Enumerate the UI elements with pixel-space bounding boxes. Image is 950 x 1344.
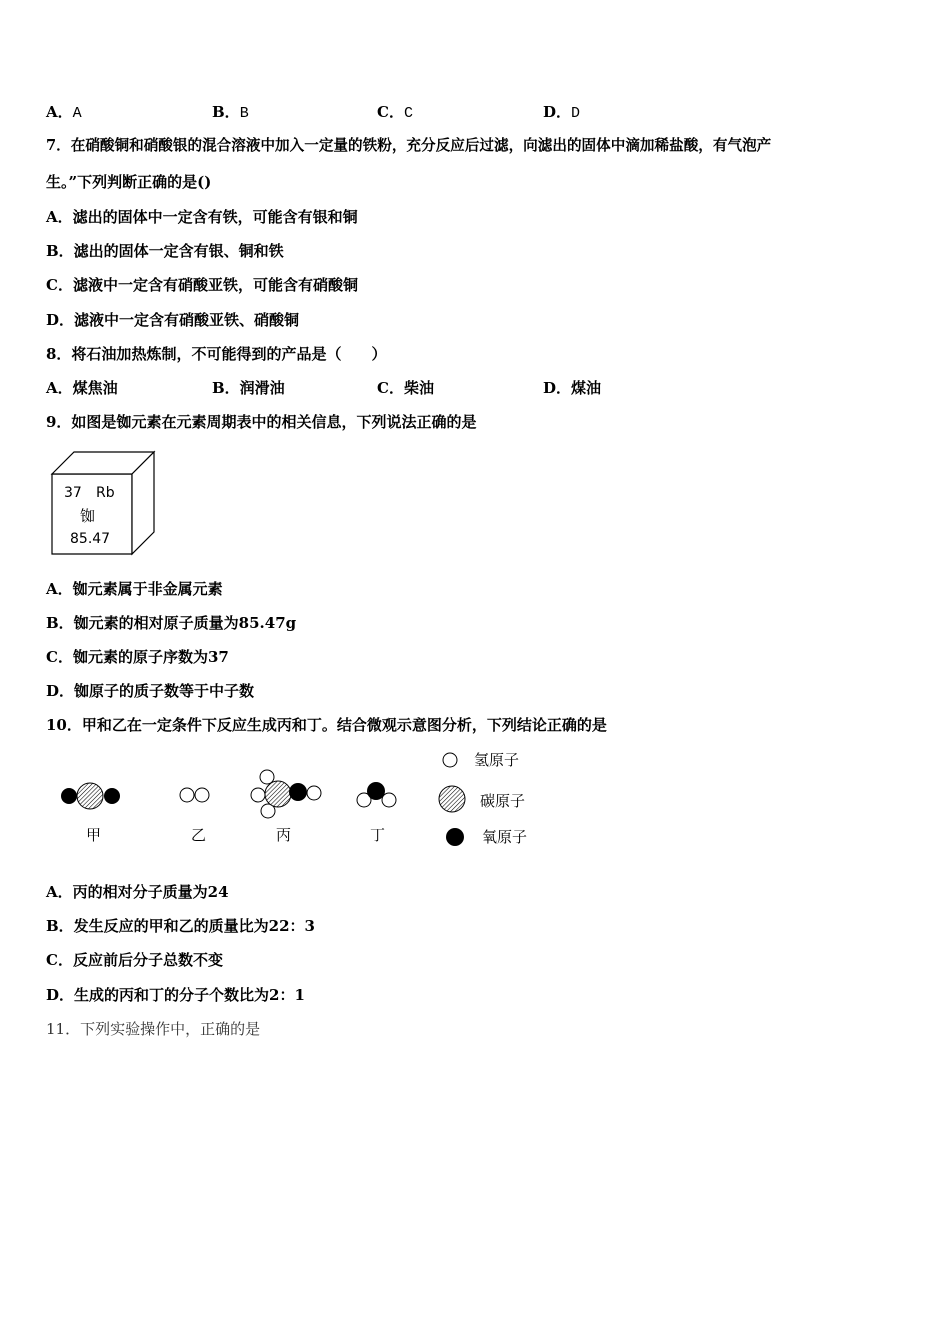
q7-option-a: A．滤出的固体中一定含有铁，可能含有银和铜 <box>46 208 358 226</box>
molecule-ding <box>357 782 396 807</box>
carbon-atom <box>265 781 291 807</box>
oxygen-atom <box>289 783 307 801</box>
hydrogen-atom <box>251 788 265 802</box>
q6-option-a: A．A <box>46 103 82 122</box>
q10-option-b: B．发生反应的甲和乙的质量比为22：3 <box>46 917 315 935</box>
q8-option-d: D．煤油 <box>543 379 602 397</box>
molecule-jia <box>61 783 120 809</box>
q9-option-d: D．铷原子的质子数等于中子数 <box>46 682 255 700</box>
element-number: 37 <box>64 485 82 501</box>
q6-option-d: D．D <box>543 103 581 122</box>
reaction-diagram <box>50 745 560 855</box>
q8-option-b: B．润滑油 <box>212 379 285 397</box>
q7-option-b: B．滤出的固体一定含有银、铜和铁 <box>46 242 284 260</box>
q11-stem: 11．下列实验操作中，正确的是 <box>46 1020 261 1038</box>
hydrogen-atom <box>260 770 274 784</box>
element-card-diagram <box>48 448 160 558</box>
molecule-bing <box>251 770 321 818</box>
q7-option-d: D．滤液中一定含有硝酸亚铁、硝酸铜 <box>46 311 300 329</box>
q10-stem: 10．甲和乙在一定条件下反应生成丙和丁。结合微观示意图分析，下列结论正确的是 <box>46 716 607 734</box>
hydrogen-atom <box>195 788 209 802</box>
carbon-atom <box>77 783 103 809</box>
q9-option-c: C．铷元素的原子序数为37 <box>46 648 229 666</box>
hydrogen-atom <box>180 788 194 802</box>
q9-option-b: B．铷元素的相对原子质量为85.47g <box>46 614 297 632</box>
hydrogen-atom <box>382 793 396 807</box>
oxygen-atom <box>104 788 120 804</box>
q8-option-c: C．柴油 <box>377 379 434 397</box>
element-name: 铷 <box>80 507 96 525</box>
q10-option-d: D．生成的丙和丁的分子个数比为2：1 <box>46 986 305 1004</box>
oxygen-atom <box>61 788 77 804</box>
legend-oxygen-label: 氧原子 <box>482 828 528 846</box>
hydrogen-atom <box>307 786 321 800</box>
q9-stem: 9．如图是铷元素在元素周期表中的相关信息，下列说法正确的是 <box>46 413 477 431</box>
q9-option-a: A．铷元素属于非金属元素 <box>46 580 223 598</box>
element-symbol: Rb <box>96 485 115 501</box>
q8-stem: 8．将石油加热炼制，不可能得到的产品是（ ） <box>46 345 387 363</box>
element-mass: 85.47 <box>70 531 111 547</box>
q10-option-a: A．丙的相对分子质量为24 <box>46 883 229 901</box>
oxygen-atom <box>367 782 385 800</box>
legend-oxygen-icon <box>446 828 464 846</box>
legend-carbon-icon <box>439 786 465 812</box>
molecule-yi <box>180 788 209 802</box>
q7-stem-line2: 生。”下列判断正确的是() <box>46 173 212 191</box>
q10-option-c: C．反应前后分子总数不变 <box>46 951 223 969</box>
q8-option-a: A．煤焦油 <box>46 379 118 397</box>
legend-carbon-label: 碳原子 <box>480 792 526 810</box>
q7-stem-line1: 7．在硝酸铜和硝酸银的混合溶液中加入一定量的铁粉，充分反应后过滤，向滤出的固体中滴加稀盐酸，有气泡产 <box>46 137 772 154</box>
legend-hydrogen-label: 氢原子 <box>474 751 520 769</box>
legend-hydrogen-icon <box>443 753 457 767</box>
q6-option-c: C．C <box>377 103 413 122</box>
q7-option-c: C．滤液中一定含有硝酸亚铁，可能含有硝酸铜 <box>46 276 358 294</box>
q6-option-b: B．B <box>212 103 249 122</box>
molecule-label-ding: 丁 <box>370 826 386 844</box>
molecule-label-jia: 甲 <box>86 826 102 844</box>
molecule-label-yi: 乙 <box>191 826 207 844</box>
molecule-label-bing: 丙 <box>276 826 292 844</box>
